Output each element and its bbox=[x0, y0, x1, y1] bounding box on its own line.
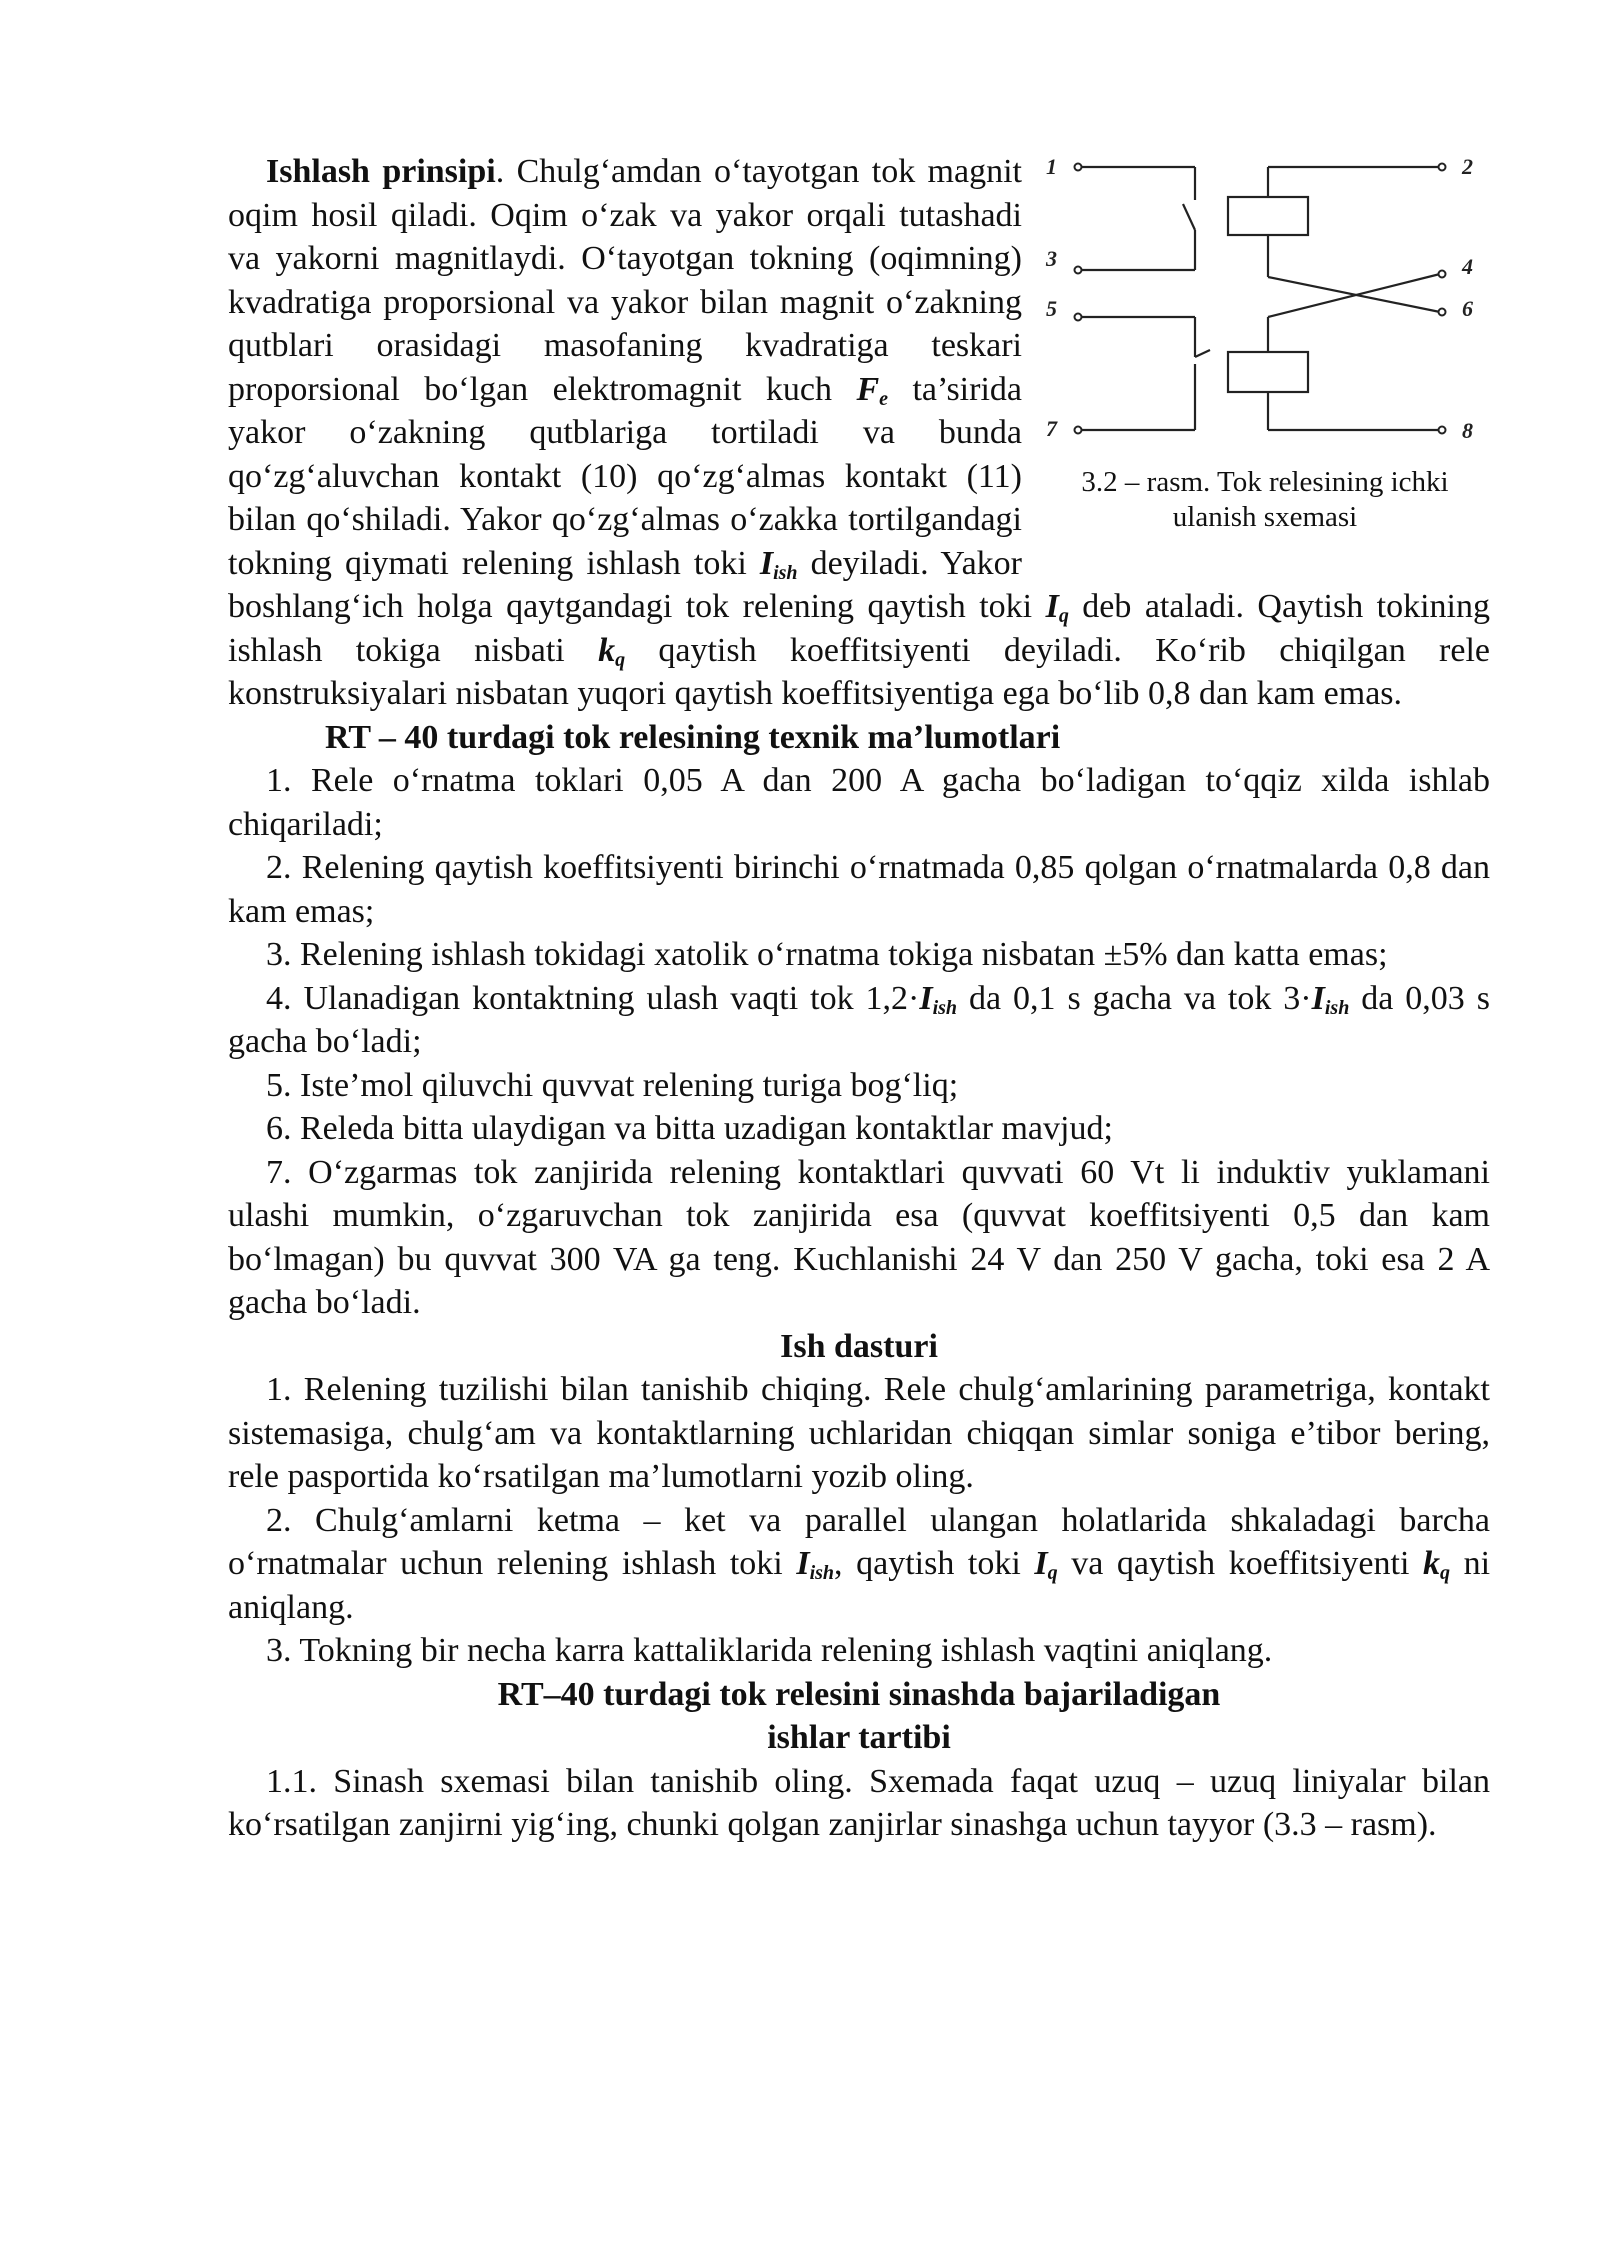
list-item: 1. Relening tuzilishi bilan tanishib chiqing. Rele chulg‘amlarining parametriga, kontakt sistemasiga, chulg‘am va kontaktlarning uchlaridan chiqqan simlar soniga e’tibor bering, rele pasportida ko‘rsatilgan ma’lumotlarni yozib oling. bbox=[228, 1371, 1490, 1495]
symbol-iish: I bbox=[919, 979, 933, 1017]
intro-text-4: deb ataladi. Qaytish tokining ishlash tokiga nisbati bbox=[228, 588, 1491, 669]
list-item: 2. Relening qaytish koeffitsiyenti birinchi o‘rnatmada 0,85 qolgan o‘rnatmalarda 0,8 dan kam emas; bbox=[228, 849, 1490, 930]
symbol-iish-sub: ish bbox=[1324, 996, 1350, 1019]
symbol-fe-sub: e bbox=[879, 387, 889, 410]
list-item bbox=[228, 1499, 1490, 1630]
terminal-label-3: 3 bbox=[1046, 246, 1057, 271]
symbol-kq-sub: q bbox=[615, 648, 626, 671]
item2-text-c: va qaytish koeffitsiyenti bbox=[1057, 1545, 1423, 1582]
figure-caption-line-1: 3.2 – rasm. Tok relesining ichki bbox=[1081, 466, 1449, 498]
symbol-kq-sub: q bbox=[1439, 1562, 1450, 1584]
terminal-label-4: 4 bbox=[1462, 254, 1473, 279]
figure-caption-line-2: ulanish sxemasi bbox=[1172, 501, 1358, 533]
list-item: 1.1. Sinash sxemasi bilan tanishib oling. Sxemada faqat uzuq – uzuq liniyalar bilan ko‘rsatilgan zanjirni yig‘ing, chunki qolgan zanjirlar sinashga uchun tayyor (3.3 – rasm). bbox=[228, 1762, 1490, 1843]
terminal-label-7: 7 bbox=[1046, 416, 1057, 441]
list-item: 1. Rele o‘rnatma toklari 0,05 A dan 200 A gacha bo‘ladigan to‘qqiz xilda ishlab chiqariladi; bbox=[228, 762, 1490, 843]
symbol-iish-sub: ish bbox=[932, 996, 958, 1019]
item4-text-c: da 0,03 s gacha bo‘ladi; bbox=[228, 979, 1490, 1060]
intro-text-1: . Chulg‘amdan o‘tayotgan tok magnit oqim hosil qiladi. Oqim o‘zak va yakor orqali tutashadi va yakorni magnitlaydi. O‘tayotgan tokning (oqimning) kvadratiga proporsional va yakor bilan magnit o‘zakning qutblari orasidagi masofaning kvadratiga teskari proporsional bo‘lgan elektromagnit kuch bbox=[228, 153, 1022, 408]
list-item: 7. O‘zgarmas tok zanjirida relening kontaktlari quvvati 60 Vt li induktiv yuklamani ulashi mumkin, o‘zgaruvchan tok zanjirida esa (quvvat koeffitsiyenti 0,5 dan kam bo‘lmagan) bu quvvat 300 VA ga teng. Kuchlanishi 24 V dan 250 V gacha, toki esa 2 A gacha bo‘ladi. bbox=[228, 1153, 1490, 1321]
symbol-iq-sub: q bbox=[1047, 1562, 1058, 1584]
symbol-fe: F bbox=[856, 370, 880, 408]
symbol-iish: I bbox=[796, 1545, 810, 1582]
item2-text-b: , qaytish toki bbox=[834, 1545, 1035, 1582]
intro-lead-term: Ishlash prinsipi bbox=[266, 153, 496, 190]
relay-wiring-figure bbox=[1040, 152, 1490, 535]
terminal-label-2: 2 bbox=[1462, 154, 1473, 179]
symbol-iish-sub: ish bbox=[773, 561, 798, 584]
section-heading-procedure-line-1: RT–40 turdagi tok relesini sinashda bajariladigan bbox=[497, 1675, 1221, 1713]
symbol-iish: I bbox=[759, 544, 774, 582]
symbol-iq-sub: q bbox=[1058, 605, 1069, 627]
intro-text-2: ta’sirida yakor o‘zakning qutblariga tortiladi va bunda qo‘zg‘aluvchan kontakt (10) qo‘zg‘almas kontakt (11) bilan qo‘shiladi. Yakor qo‘zg‘almas o‘zakka tortilgandagi tokning qiymati relening ishlash toki bbox=[228, 370, 1022, 582]
item4-text-b: da 0,1 s gacha va tok 3· bbox=[957, 979, 1312, 1017]
section-heading-procedure-line-2: ishlar tartibi bbox=[767, 1719, 951, 1756]
list-item bbox=[228, 977, 1490, 1064]
section-heading-technical-data: RT – 40 turdagi tok relesining texnik ma’lumotlari bbox=[325, 718, 1061, 756]
list-item: 5. Iste’mol qiluvchi quvvat relening turiga bog‘liq; bbox=[266, 1066, 959, 1104]
list-item: 3. Tokning bir necha karra kattaliklarida relening ishlash vaqtini aniqlang. bbox=[266, 1632, 1273, 1669]
item4-text-a: 4. Ulanadigan kontaktning ulash vaqti tok 1,2· bbox=[266, 979, 920, 1017]
list-item: 6. Releda bitta ulaydigan va bitta uzadigan kontaktlar mavjud; bbox=[266, 1110, 1113, 1147]
intro-text-5: qaytish koeffitsiyenti deyiladi. Ko‘rib chiqilgan rele konstruksiyalari nisbatan yuqori qaytish koeffitsiyentiga ega bo‘lib 0,8 dan kam emas. bbox=[228, 631, 1491, 712]
symbol-iq: I bbox=[1045, 588, 1059, 625]
symbol-iish: I bbox=[1311, 979, 1325, 1017]
section-heading-work-program: Ish dasturi bbox=[780, 1327, 938, 1365]
symbol-kq: k bbox=[1422, 1545, 1440, 1582]
symbol-iq: I bbox=[1034, 1545, 1048, 1582]
document-page bbox=[228, 150, 1490, 1847]
symbol-kq: k bbox=[598, 631, 616, 669]
figure-caption bbox=[1040, 465, 1490, 535]
symbol-iish-sub: ish bbox=[809, 1562, 835, 1584]
list-item: 3. Relening ishlash tokidagi xatolik o‘rnatma tokiga nisbatan ±5% dan katta emas; bbox=[266, 936, 1388, 973]
terminal-label-1: 1 bbox=[1046, 154, 1057, 179]
terminal-label-6: 6 bbox=[1462, 296, 1473, 321]
terminal-label-5: 5 bbox=[1046, 296, 1057, 321]
intro-text-3: deyiladi. Yakor boshlang‘ich holga qaytgandagi tok relening qaytish toki bbox=[228, 544, 1046, 625]
section-heading-procedure bbox=[228, 1673, 1490, 1760]
item2-text-a: 2. Chulg‘amlarni ketma – ket va parallel ulangan holatlarida shkaladagi barcha o‘rnatmalar uchun relening ishlash toki bbox=[228, 1501, 1490, 1582]
item2-text-d: ni aniqlang. bbox=[228, 1545, 1491, 1626]
relay-circuit-diagram bbox=[1040, 152, 1490, 457]
terminal-label-8: 8 bbox=[1462, 418, 1473, 443]
